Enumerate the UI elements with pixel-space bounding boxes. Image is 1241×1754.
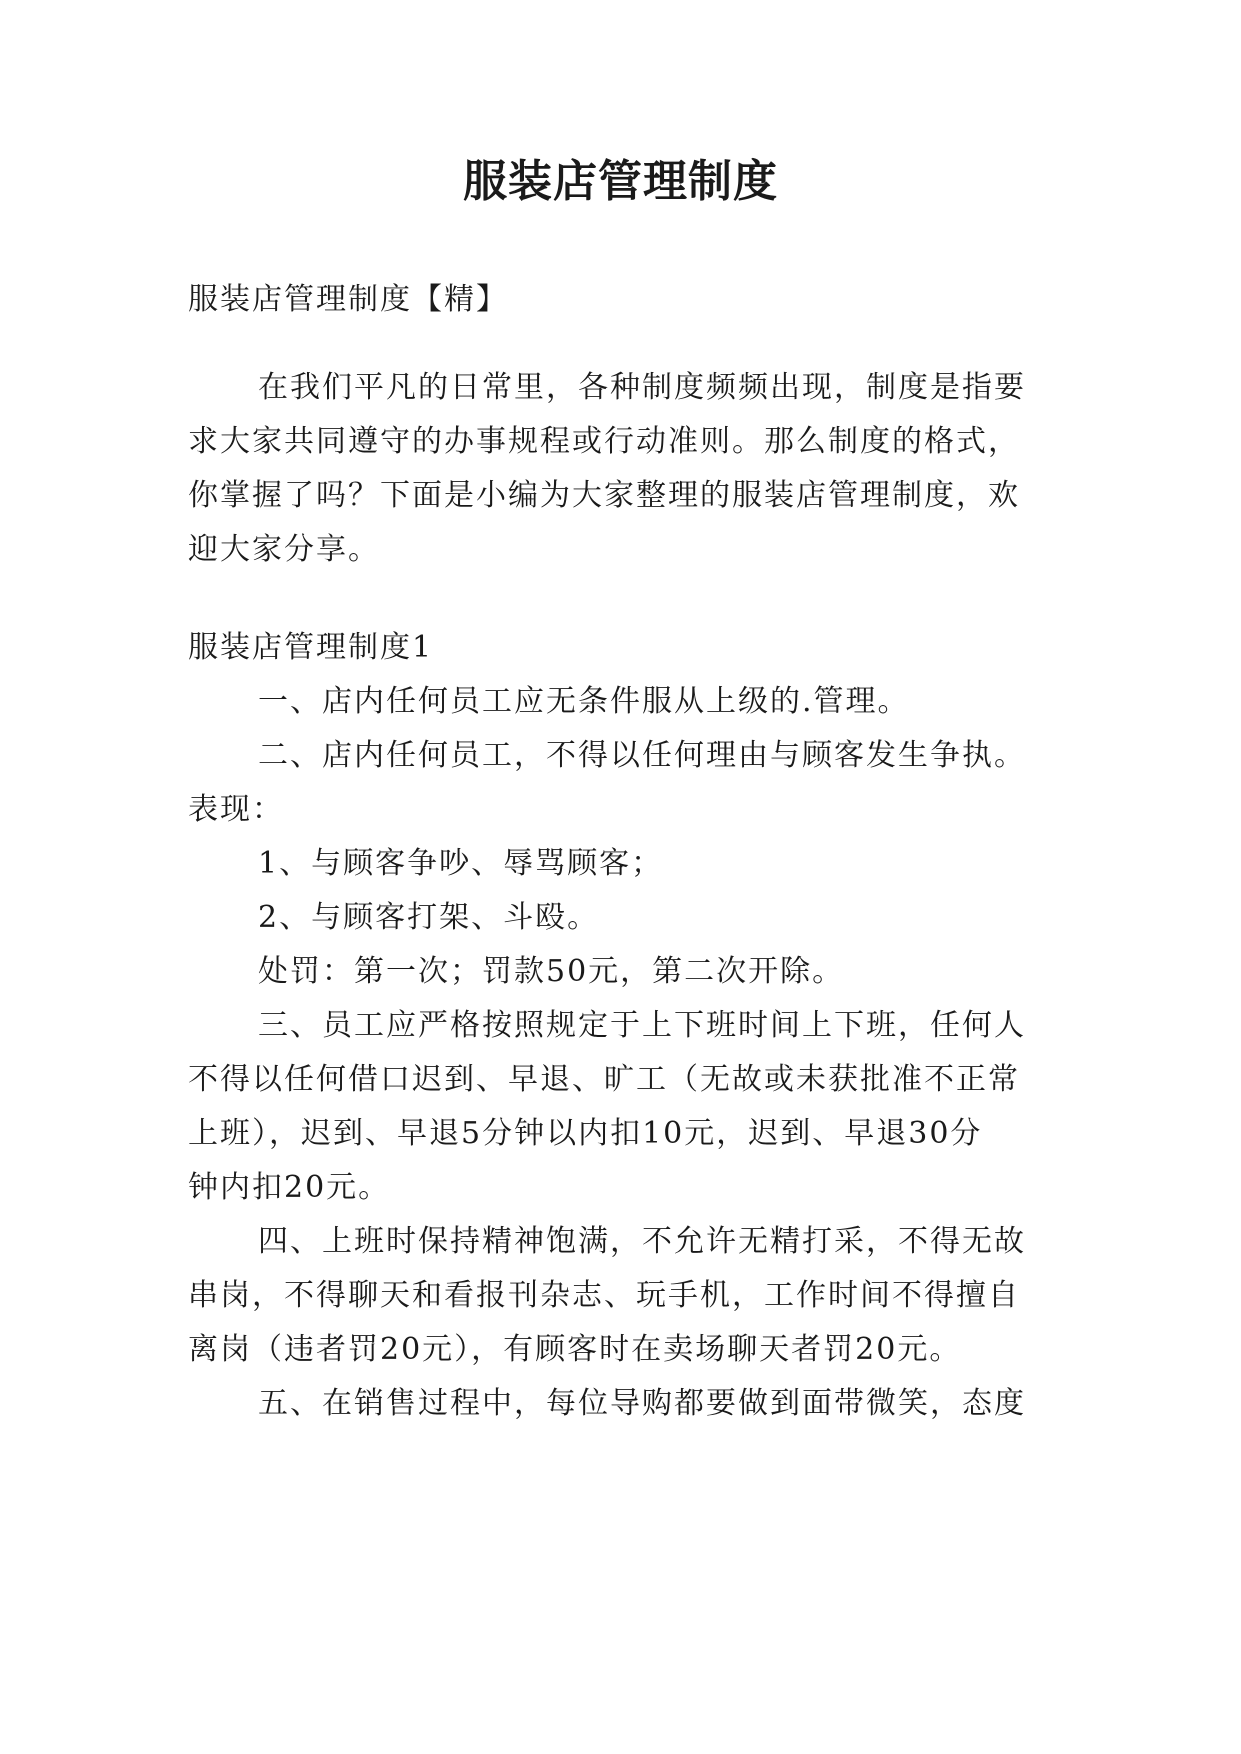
rule-2-item-1: 1、与顾客争吵、辱骂顾客； — [258, 846, 664, 881]
intro-line-2: 求大家共同遵守的办事规程或行动准则。那么制度的格式， — [188, 424, 1020, 459]
intro-line-4: 迎大家分享。 — [188, 532, 380, 567]
rule-5-line-1: 五、在销售过程中，每位导购都要做到面带微笑，态度 — [258, 1386, 1026, 1421]
rule-4-line-2: 串岗，不得聊天和看报刊杂志、玩手机，工作时间不得擅自 — [188, 1278, 1020, 1313]
rule-2-penalty: 处罚：第一次；罚款50元，第二次开除。 — [258, 954, 845, 989]
subtitle-line: 服装店管理制度【精】 — [188, 282, 508, 317]
intro-line-3: 你掌握了吗？下面是小编为大家整理的服装店管理制度，欢 — [188, 478, 1020, 513]
section-heading-1: 服装店管理制度1 — [188, 630, 434, 665]
rule-1: 一、店内任何员工应无条件服从上级的.管理。 — [258, 684, 910, 719]
rule-2-item-2: 2、与顾客打架、斗殴。 — [258, 900, 600, 935]
rule-2: 二、店内任何员工，不得以任何理由与顾客发生争执。 — [258, 738, 1026, 773]
intro-line-1: 在我们平凡的日常里，各种制度频频出现，制度是指要 — [258, 370, 1026, 405]
document-title: 服装店管理制度 — [463, 156, 778, 207]
rule-3-line-2: 不得以任何借口迟到、早退、旷工（无故或未获批准不正常 — [188, 1062, 1020, 1097]
rule-3-line-1: 三、员工应严格按照规定于上下班时间上下班，任何人 — [258, 1008, 1026, 1043]
rule-4-line-3: 离岗（违者罚20元），有顾客时在卖场聊天者罚20元。 — [188, 1332, 962, 1367]
rule-2-continuation: 表现： — [188, 792, 284, 827]
rule-3-line-3: 上班），迟到、早退5分钟以内扣10元，迟到、早退30分 — [188, 1116, 983, 1151]
rule-3-line-4: 钟内扣20元。 — [188, 1170, 391, 1205]
rule-4-line-1: 四、上班时保持精神饱满，不允许无精打采，不得无故 — [258, 1224, 1026, 1259]
